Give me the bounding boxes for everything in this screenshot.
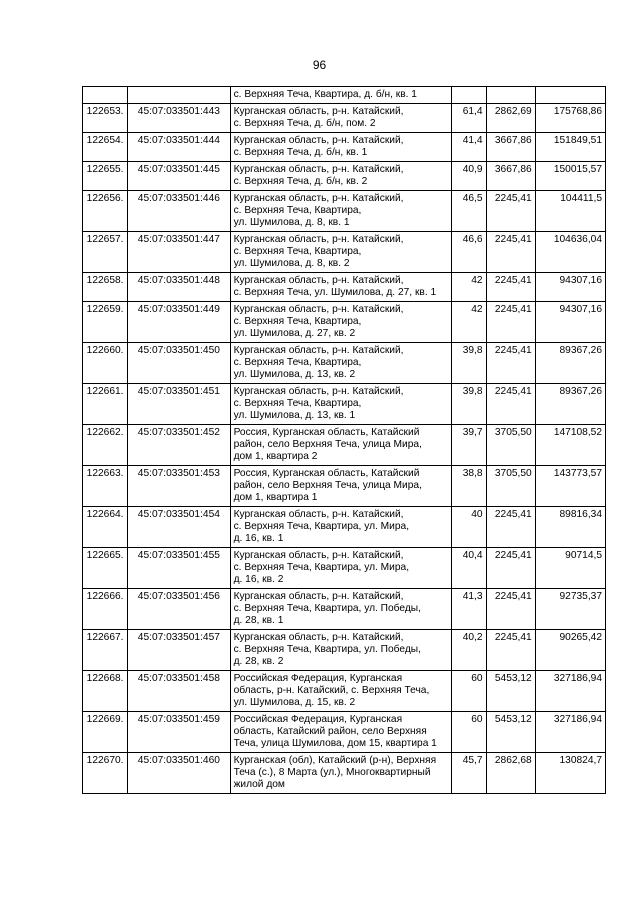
area-cell: 38,8 bbox=[452, 466, 486, 507]
address-cell: Россия, Курганская область, Катайский район, село Верхняя Теча, улица Мира, дом 1, квартира 1 bbox=[230, 466, 452, 507]
table-row bbox=[83, 384, 606, 425]
address-cell: Курганская область, р-н. Катайский, с. Верхняя Теча, Квартира, ул. Мира, д. 16, кв. 2 bbox=[230, 548, 452, 589]
total-value-cell: 104411,5 bbox=[535, 191, 605, 232]
row-number-cell: 122668. bbox=[83, 671, 128, 712]
address-cell: Курганская область, р-н. Катайский, с. Верхняя Теча, д. б/н, пом. 2 bbox=[230, 104, 452, 133]
cadastral-number-cell: 45:07:033501:452 bbox=[128, 425, 230, 466]
table-row bbox=[83, 466, 606, 507]
area-cell: 39,7 bbox=[452, 425, 486, 466]
area-cell: 40,4 bbox=[452, 548, 486, 589]
total-value-cell: 90714,5 bbox=[535, 548, 605, 589]
table-row bbox=[83, 343, 606, 384]
total-value-cell: 89816,34 bbox=[535, 507, 605, 548]
cadastral-number-cell: 45:07:033501:449 bbox=[128, 302, 230, 343]
table-row bbox=[83, 302, 606, 343]
unit-price-cell: 3667,86 bbox=[486, 162, 535, 191]
cadastral-number-cell: 45:07:033501:459 bbox=[128, 712, 230, 753]
row-number-cell: 122655. bbox=[83, 162, 128, 191]
table-row bbox=[83, 232, 606, 273]
table-row bbox=[83, 104, 606, 133]
cadastral-number-cell: 45:07:033501:448 bbox=[128, 273, 230, 302]
cadastral-number-cell: 45:07:033501:444 bbox=[128, 133, 230, 162]
cadastral-number-cell: 45:07:033501:447 bbox=[128, 232, 230, 273]
total-value-cell bbox=[535, 87, 605, 104]
row-number-cell: 122656. bbox=[83, 191, 128, 232]
cadastral-number-cell: 45:07:033501:450 bbox=[128, 343, 230, 384]
row-number-cell: 122659. bbox=[83, 302, 128, 343]
row-number-cell: 122653. bbox=[83, 104, 128, 133]
unit-price-cell: 2245,41 bbox=[486, 630, 535, 671]
cadastral-number-cell: 45:07:033501:454 bbox=[128, 507, 230, 548]
row-number-cell bbox=[83, 87, 128, 104]
address-cell: Курганская область, р-н. Катайский, с. Верхняя Теча, Квартира, ул. Шумилова, д. 27, кв. 2 bbox=[230, 302, 452, 343]
row-number-cell: 122662. bbox=[83, 425, 128, 466]
property-registry-table bbox=[82, 86, 606, 794]
cadastral-number-cell: 45:07:033501:446 bbox=[128, 191, 230, 232]
row-number-cell: 122664. bbox=[83, 507, 128, 548]
address-cell: Курганская область, р-н. Катайский, с. Верхняя Теча, Квартира, ул. Победы, д. 28, кв. 2 bbox=[230, 630, 452, 671]
table-row bbox=[83, 589, 606, 630]
table-row bbox=[83, 671, 606, 712]
unit-price-cell: 2245,41 bbox=[486, 548, 535, 589]
cadastral-number-cell: 45:07:033501:458 bbox=[128, 671, 230, 712]
cadastral-number-cell: 45:07:033501:451 bbox=[128, 384, 230, 425]
area-cell: 42 bbox=[452, 273, 486, 302]
page-number: 96 bbox=[312, 58, 327, 72]
total-value-cell: 143773,57 bbox=[535, 466, 605, 507]
total-value-cell: 90265,42 bbox=[535, 630, 605, 671]
unit-price-cell: 2245,41 bbox=[486, 191, 535, 232]
area-cell: 39,8 bbox=[452, 384, 486, 425]
total-value-cell: 327186,94 bbox=[535, 671, 605, 712]
table-row bbox=[83, 162, 606, 191]
unit-price-cell: 2245,41 bbox=[486, 232, 535, 273]
area-cell bbox=[452, 87, 486, 104]
unit-price-cell: 3667,86 bbox=[486, 133, 535, 162]
total-value-cell: 92735,37 bbox=[535, 589, 605, 630]
area-cell: 40 bbox=[452, 507, 486, 548]
total-value-cell: 104636,04 bbox=[535, 232, 605, 273]
total-value-cell: 147108,52 bbox=[535, 425, 605, 466]
table-row bbox=[83, 87, 606, 104]
address-cell: Курганская область, р-н. Катайский, с. Верхняя Теча, Квартира, ул. Шумилова, д. 13, кв. 1 bbox=[230, 384, 452, 425]
total-value-cell: 327186,94 bbox=[535, 712, 605, 753]
row-number-cell: 122670. bbox=[83, 753, 128, 794]
cadastral-number-cell: 45:07:033501:453 bbox=[128, 466, 230, 507]
total-value-cell: 94307,16 bbox=[535, 302, 605, 343]
row-number-cell: 122658. bbox=[83, 273, 128, 302]
unit-price-cell: 3705,50 bbox=[486, 466, 535, 507]
unit-price-cell: 2245,41 bbox=[486, 507, 535, 548]
total-value-cell: 130824,7 bbox=[535, 753, 605, 794]
total-value-cell: 89367,26 bbox=[535, 343, 605, 384]
row-number-cell: 122654. bbox=[83, 133, 128, 162]
area-cell: 46,6 bbox=[452, 232, 486, 273]
unit-price-cell: 3705,50 bbox=[486, 425, 535, 466]
row-number-cell: 122665. bbox=[83, 548, 128, 589]
table-row bbox=[83, 507, 606, 548]
area-cell: 60 bbox=[452, 671, 486, 712]
address-cell: Курганская область, р-н. Катайский, с. Верхняя Теча, д. б/н, кв. 2 bbox=[230, 162, 452, 191]
table-row bbox=[83, 548, 606, 589]
table-row bbox=[83, 273, 606, 302]
area-cell: 60 bbox=[452, 712, 486, 753]
area-cell: 41,3 bbox=[452, 589, 486, 630]
address-cell: Курганская (обл), Катайский (р-н), Верхняя Теча (с.), 8 Марта (ул.), Многоквартирный жилой дом bbox=[230, 753, 452, 794]
cadastral-number-cell: 45:07:033501:457 bbox=[128, 630, 230, 671]
row-number-cell: 122669. bbox=[83, 712, 128, 753]
address-cell: Курганская область, р-н. Катайский, с. Верхняя Теча, ул. Шумилова, д. 27, кв. 1 bbox=[230, 273, 452, 302]
total-value-cell: 150015,57 bbox=[535, 162, 605, 191]
unit-price-cell: 5453,12 bbox=[486, 712, 535, 753]
area-cell: 42 bbox=[452, 302, 486, 343]
table-row bbox=[83, 712, 606, 753]
area-cell: 46,5 bbox=[452, 191, 486, 232]
unit-price-cell: 2245,41 bbox=[486, 384, 535, 425]
address-cell: Российская Федерация, Курганская область, р-н. Катайский, с. Верхняя Теча, ул. Шумилова, д. 15, кв. 2 bbox=[230, 671, 452, 712]
total-value-cell: 94307,16 bbox=[535, 273, 605, 302]
unit-price-cell: 2862,68 bbox=[486, 753, 535, 794]
area-cell: 61,4 bbox=[452, 104, 486, 133]
row-number-cell: 122657. bbox=[83, 232, 128, 273]
unit-price-cell bbox=[486, 87, 535, 104]
total-value-cell: 151849,51 bbox=[535, 133, 605, 162]
area-cell: 45,7 bbox=[452, 753, 486, 794]
address-cell: Курганская область, р-н. Катайский, с. Верхняя Теча, д. б/н, кв. 1 bbox=[230, 133, 452, 162]
address-cell: Курганская область, р-н. Катайский, с. Верхняя Теча, Квартира, ул. Победы, д. 28, кв. 1 bbox=[230, 589, 452, 630]
row-number-cell: 122661. bbox=[83, 384, 128, 425]
row-number-cell: 122667. bbox=[83, 630, 128, 671]
area-cell: 40,2 bbox=[452, 630, 486, 671]
address-cell: с. Верхняя Теча, Квартира, д. б/н, кв. 1 bbox=[230, 87, 452, 104]
table-row bbox=[83, 753, 606, 794]
table-row bbox=[83, 630, 606, 671]
unit-price-cell: 2245,41 bbox=[486, 302, 535, 343]
unit-price-cell: 2245,41 bbox=[486, 343, 535, 384]
row-number-cell: 122666. bbox=[83, 589, 128, 630]
table-row bbox=[83, 133, 606, 162]
unit-price-cell: 5453,12 bbox=[486, 671, 535, 712]
cadastral-number-cell: 45:07:033501:460 bbox=[128, 753, 230, 794]
cadastral-number-cell: 45:07:033501:445 bbox=[128, 162, 230, 191]
area-cell: 40,9 bbox=[452, 162, 486, 191]
address-cell: Курганская область, р-н. Катайский, с. Верхняя Теча, Квартира, ул. Мира, д. 16, кв. 1 bbox=[230, 507, 452, 548]
address-cell: Курганская область, р-н. Катайский, с. Верхняя Теча, Квартира, ул. Шумилова, д. 8, кв. 1 bbox=[230, 191, 452, 232]
unit-price-cell: 2245,41 bbox=[486, 273, 535, 302]
unit-price-cell: 2862,69 bbox=[486, 104, 535, 133]
table-row bbox=[83, 191, 606, 232]
cadastral-number-cell: 45:07:033501:455 bbox=[128, 548, 230, 589]
unit-price-cell: 2245,41 bbox=[486, 589, 535, 630]
cadastral-number-cell bbox=[128, 87, 230, 104]
total-value-cell: 175768,86 bbox=[535, 104, 605, 133]
area-cell: 41,4 bbox=[452, 133, 486, 162]
cadastral-number-cell: 45:07:033501:456 bbox=[128, 589, 230, 630]
row-number-cell: 122660. bbox=[83, 343, 128, 384]
total-value-cell: 89367,26 bbox=[535, 384, 605, 425]
address-cell: Курганская область, р-н. Катайский, с. Верхняя Теча, Квартира, ул. Шумилова, д. 13, кв. 2 bbox=[230, 343, 452, 384]
table-row bbox=[83, 425, 606, 466]
address-cell: Российская Федерация, Курганская область, Катайский район, село Верхняя Теча, улица Шумилова, дом 15, квартира 1 bbox=[230, 712, 452, 753]
area-cell: 39,8 bbox=[452, 343, 486, 384]
address-cell: Курганская область, р-н. Катайский, с. Верхняя Теча, Квартира, ул. Шумилова, д. 8, кв. 2 bbox=[230, 232, 452, 273]
row-number-cell: 122663. bbox=[83, 466, 128, 507]
cadastral-number-cell: 45:07:033501:443 bbox=[128, 104, 230, 133]
address-cell: Россия, Курганская область, Катайский район, село Верхняя Теча, улица Мира, дом 1, квартира 2 bbox=[230, 425, 452, 466]
